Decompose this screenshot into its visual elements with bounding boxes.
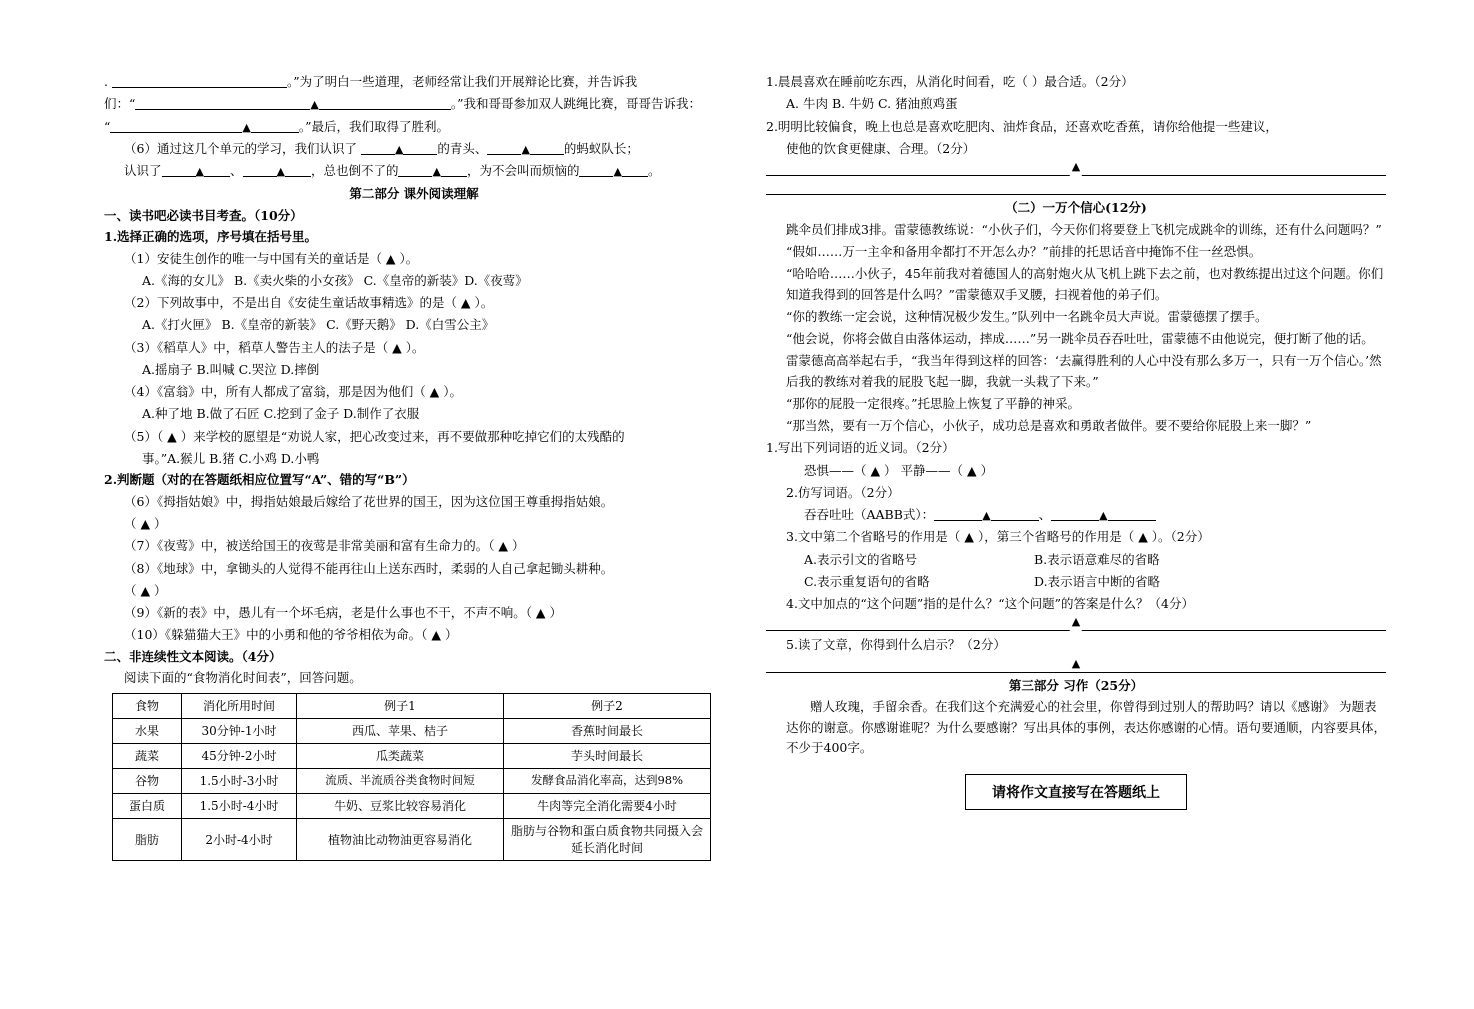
passage-paragraph: “你的教练一定会说，这种情况极少发生。”队列中一名跳伞员大声说。雷蒙德摆了摆手。: [786, 308, 1268, 324]
choice-2-options[interactable]: A.《打火匣》 B.《皇帝的新装》 C.《野天鹅》 D.《白雪公主》: [142, 317, 495, 333]
fill-line-1-text: 。”为了明白一些道理，老师经常让我们开展辩论比赛，并告诉我: [286, 74, 638, 89]
passage-q3-options-row2[interactable]: [766, 572, 1386, 592]
judge-7: （7）《夜莺》中，被送给国王的夜莺是非常美丽和富有生命力的。（ ▲ ）: [124, 538, 525, 554]
answer-line[interactable]: [766, 180, 1386, 195]
choice-5-options[interactable]: 事。”A.猴儿 B.猪 C.小鸡 D.小鸭: [142, 450, 320, 466]
right-column: [766, 72, 1386, 1009]
judge-6-mark[interactable]: （ ▲ ）: [124, 516, 167, 531]
right-q1-options[interactable]: A. 牛肉 B. 牛奶 C. 猪油煎鸡蛋: [786, 96, 958, 112]
table-cell: 谷物: [113, 769, 182, 794]
fill-line-3-prefix: “: [104, 118, 111, 134]
table-header-cell: 例子2: [504, 693, 711, 718]
fill-blank[interactable]: [1051, 508, 1099, 521]
table-cell: 蔬菜: [113, 743, 182, 768]
answer-line[interactable]: ▲: [766, 616, 1386, 631]
table-cell: 流质、半流质谷类食物时间短: [297, 769, 504, 794]
right-q2-stem2: 使他的饮食更健康、合理。（2分）: [786, 140, 976, 156]
fill-blank[interactable]: [622, 164, 648, 177]
choice-4-options[interactable]: A.种了地 B.做了石匠 C.挖到了金子 D.制作了衣服: [142, 406, 420, 422]
question-6-line2: 认识了 ▲ 、 ▲ ，总也倒不了的 ▲ ，为不会叫而烦恼的 ▲ 。: [124, 163, 661, 178]
part-2-title: 第二部分 课外阅读理解: [349, 186, 479, 202]
left-column: [104, 72, 724, 1009]
fill-blank[interactable]: [251, 120, 299, 133]
q6-text-6: ，总也倒不了的: [310, 163, 399, 178]
table-cell: 牛奶、豆浆比较容易消化: [297, 794, 504, 819]
essay-prompt: 赠人玫瑰，手留余香。在我们这个充满爱心的社会里，你曾得到过别人的帮助吗？请以《感谢》 为题表达你的谢意。你感谢谁呢？为什么要感谢？写出具体的事例，表达你感谢的心情。语句要通顺，内容要具体，不少于400字。: [786, 699, 1387, 755]
passage-q5-stem: 5.读了文章，你得到什么启示？（2分）: [786, 637, 1006, 653]
question-2-title: 2.判断题（对的在答题纸相应位置写“A”、错的写“B”）: [104, 472, 415, 487]
fill-line-2-prefix: 们：“: [104, 96, 136, 112]
passage-q2-stem: 2.仿写词语。（2分）: [786, 484, 900, 500]
passage-q3-option-d[interactable]: D.表示语言中断的省略: [1034, 573, 1161, 589]
fill-blank[interactable]: [1108, 508, 1156, 521]
table-row: [113, 794, 711, 819]
fill-line-3-text: 。”最后，我们取得了胜利。: [298, 118, 450, 134]
passage-paragraph: 跳伞员们排成3排。雷蒙德教练说：“小伙子们，今天你们将要登上飞机完成跳伞的训练，还有什么问题吗？”: [786, 221, 1382, 237]
passage-paragraph: “那当然，要有一万个信心，小伙子，成功总是喜欢和勇敢者做伴。要不要给你屁股上来一脚？”: [786, 418, 1312, 433]
table-cell: 发酵食品消化率高，达到98%: [504, 769, 711, 794]
right-q1-stem: 1.晨晨喜欢在睡前吃东西，从消化时间看，吃（ ）最合适。（2分）: [766, 74, 1134, 89]
choice-2-stem: （2）下列故事中，不是出自《安徒生童话故事精选》的是（ ▲ ）。: [124, 295, 494, 310]
judge-9: （9）《新的表》中，愚儿有一个坏毛病，老是什么事也不干，不声不响。（ ▲ ）: [124, 605, 563, 620]
essay-notice-box: 请将作文直接写在答题纸上: [965, 774, 1187, 810]
fill-blank[interactable]: [991, 508, 1039, 521]
question-1-title: 1.选择正确的选项，序号填在括号里。: [104, 228, 318, 244]
table-header-cell: 例子1: [297, 693, 504, 718]
table-cell: 香蕉时间最长: [504, 718, 711, 743]
fill-blank[interactable]: [112, 75, 287, 88]
table-header-cell: 消化所用时间: [182, 693, 297, 718]
fill-blank[interactable]: [110, 120, 242, 133]
answer-line[interactable]: ▲: [766, 161, 1386, 176]
question-6-line1: （6）通过这几个单元的学习，我们认识了 ▲ 的青头、 ▲ 的蚂蚁队长；: [124, 140, 639, 156]
choice-4-stem: （4）《富翁》中，所有人都成了富翁，那是因为他们（ ▲ ）。: [124, 384, 463, 399]
table-cell: 蛋白质: [113, 794, 182, 819]
table-row: [113, 819, 711, 860]
passage-paragraph: “假如……万一主伞和备用伞都打不开怎么办？”前排的托思话音中掩饰不住一丝恐惧。: [786, 244, 1262, 259]
fill-blank[interactable]: [441, 164, 467, 177]
table-row: [113, 769, 711, 794]
q6-text-5: 、: [229, 163, 243, 178]
table-cell: 牛肉等完全消化需要4小时: [504, 794, 711, 819]
choice-5-stem: （5）（ ▲ ）来学校的愿望是“劝说人家，把心改变过来，再不要做那种吃掉它们的太残酷的: [124, 428, 625, 444]
passage-q1-body[interactable]: 恐惧——（ ▲ ） 平静——（ ▲ ）: [804, 462, 994, 478]
judge-10: （10）《躲猫猫大王》中的小勇和他的爷爷相依为命。（ ▲ ）: [124, 627, 458, 643]
fill-line-2-text: 。”我和哥哥参加双人跳绳比赛，哥哥告诉我：: [450, 96, 702, 112]
section-1-title: 一、读书吧必读书目考查。（10分）: [104, 208, 303, 223]
fill-line-1: [104, 72, 724, 92]
choice-3-options[interactable]: A.摇扇子 B.叫喊 C.哭泣 D.摔倒: [142, 361, 320, 377]
essay-box-wrapper: [766, 760, 1386, 810]
q6-text-7: ，为不会叫而烦恼的: [466, 163, 580, 178]
passage-q3-options-row1[interactable]: [766, 550, 1386, 570]
table-cell: 水果: [113, 718, 182, 743]
passage-q3-option-a[interactable]: A.表示引文的省略号: [804, 551, 918, 567]
fill-blank[interactable]: [403, 142, 437, 155]
table-cell: 30分钟-1小时: [182, 718, 297, 743]
choice-1-options[interactable]: A.《海的女儿》 B.《卖火柴的小女孩》 C.《皇帝的新装》D.《夜莺》: [142, 272, 528, 288]
choice-3-stem: （3）《稻草人》中，稻草人警告主人的法子是（ ▲ ）。: [124, 339, 425, 355]
judge-8: （8）《地球》中，拿锄头的人觉得不能再往山上送东西时，柔弱的人自己拿起锄头耕种。: [124, 560, 614, 576]
table-header-row: [113, 693, 711, 718]
judge-8-mark[interactable]: （ ▲ ）: [124, 582, 167, 598]
table-cell: 瓜类蔬菜: [297, 743, 504, 768]
table-cell: 脂肪与谷物和蛋白质食物共同摄入会延长消化时间: [504, 819, 711, 860]
q6-text-1: （6）通过这几个单元的学习，我们认识了: [124, 140, 357, 156]
passage-paragraph: “那你的屁股一定很疼。”托思脸上恢复了平静的神采。: [786, 395, 1081, 411]
passage-paragraph: 雷蒙德高高举起右手，“我当年得到这样的回答：‘去赢得胜利的人心中没有那么多万一，只有一万个信心。’然后我的教练对着我的屁股飞起一脚，我就一头栽了下来。”: [786, 353, 1382, 389]
fill-blank[interactable]: [579, 164, 613, 177]
table-cell: 植物油比动物油更容易消化: [297, 819, 504, 860]
q6-text-8: 。: [647, 163, 661, 178]
passage-q3-option-c[interactable]: C.表示重复语句的省略: [804, 573, 930, 589]
part-3-title: 第三部分 习作（25分）: [1008, 677, 1144, 693]
fill-blank[interactable]: [162, 164, 196, 177]
passage-q2-tail: 、: [1038, 507, 1052, 522]
passage-q4-stem: 4.文中加点的“这个问题”指的是什么？“这个问题”的答案是什么？（4分）: [786, 596, 1194, 611]
fill-blank[interactable]: [934, 508, 982, 521]
fill-blank[interactable]: [135, 97, 310, 110]
digestion-time-table: [112, 693, 711, 861]
fill-line-2: 们：“ ▲ 。”我和哥哥参加双人跳绳比赛，哥哥告诉我：: [104, 96, 702, 112]
passage-q2-body: 吞吞吐吐（AABB式）： ▲ 、 ▲: [766, 505, 1386, 525]
fill-line-1-prefix: .: [104, 74, 108, 89]
table-cell: 脂肪: [113, 819, 182, 860]
table-cell: 芋头时间最长: [504, 743, 711, 768]
passage-paragraph: “哈哈哈……小伙子，45年前我对着德国人的高射炮火从飞机上跳下去之前，也对教练提出过这个问题。你们知道我得到的回答是什么吗？”雷蒙德双手叉腰，扫视着他的弟子们。: [786, 266, 1384, 302]
passage-title: （二）一万个信心(12分): [1005, 200, 1147, 215]
q6-text-4: 认识了: [124, 163, 162, 178]
fill-blank[interactable]: [487, 142, 521, 155]
q6-text-2: 的青头、: [437, 140, 488, 156]
right-q2-stem: 2.明明比较偏食，晚上也总是喜欢吃肥肉、油炸食品，还喜欢吃香蕉，请你给他提一些建议，: [766, 118, 1278, 134]
fill-blank[interactable]: [398, 164, 432, 177]
answer-line[interactable]: ▲: [766, 658, 1386, 673]
passage-q3-stem: 3.文中第二个省略号的作用是（ ▲ ），第三个省略号的作用是（ ▲ ）。（2分）: [786, 529, 1210, 545]
table-row: [113, 743, 711, 768]
fill-line-3: “ ▲ 。”最后，我们取得了胜利。: [104, 118, 450, 134]
fill-blank[interactable]: [243, 164, 277, 177]
judge-6: （6）《拇指姑娘》中，拇指姑娘最后嫁给了花世界的国王，因为这位国王尊重拇指姑娘。: [124, 493, 614, 509]
table-cell: 2小时-4小时: [182, 819, 297, 860]
section-2-lead: 阅读下面的“食物消化时间表”，回答问题。: [124, 670, 362, 686]
table-row: [113, 718, 711, 743]
table-cell: 1.5小时-4小时: [182, 794, 297, 819]
choice-1-stem: （1）安徒生创作的唯一与中国有关的童话是（ ▲ ）。: [124, 250, 419, 266]
passage-q1-stem: 1.写出下列词语的近义词。（2分）: [766, 440, 955, 456]
fill-blank[interactable]: [319, 97, 451, 110]
table-cell: 45分钟-2小时: [182, 743, 297, 768]
fill-blank[interactable]: [204, 164, 230, 177]
section-2-title: 二、非连续性文本阅读。（4分）: [104, 648, 282, 664]
fill-blank[interactable]: [285, 164, 311, 177]
table-cell: 西瓜、苹果、桔子: [297, 718, 504, 743]
passage-q2-text: 吞吞吐吐（AABB式）：: [804, 507, 935, 522]
table-cell: 1.5小时-3小时: [182, 769, 297, 794]
passage-paragraph: “他会说，你将会做自由落体运动，摔成……”另一跳伞员吞吞吐吐，雷蒙德不由他说完，便打断了他的话。: [786, 331, 1374, 346]
passage-q3-option-b[interactable]: B.表示语意难尽的省略: [1034, 551, 1160, 567]
table-header-cell: 食物: [113, 693, 182, 718]
fill-blank[interactable]: [530, 142, 564, 155]
q6-text-3: 的蚂蚁队长；: [563, 140, 639, 156]
fill-blank[interactable]: [361, 142, 395, 155]
